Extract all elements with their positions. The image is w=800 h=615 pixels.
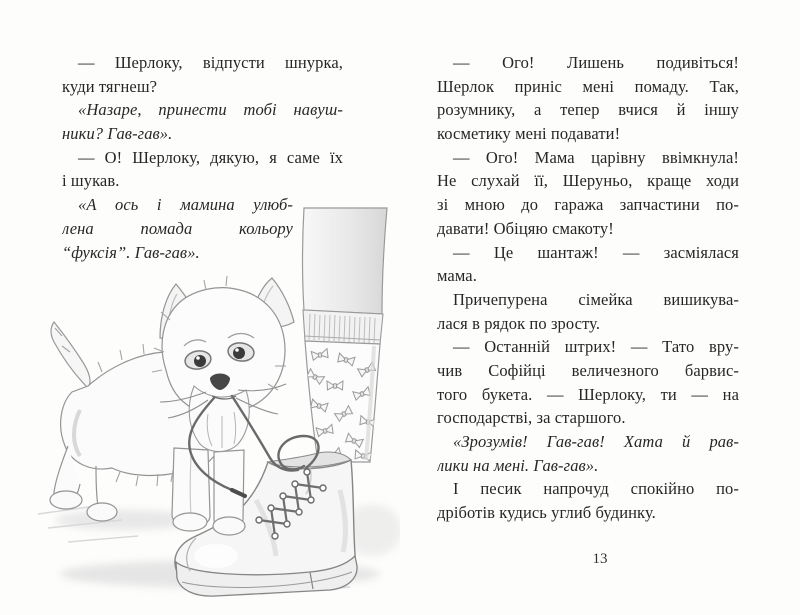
text-line: І песик напрочуд спокійно по-: [453, 479, 739, 499]
page-number: 13: [592, 551, 608, 567]
text-line: лася в рядок по зросту.: [437, 313, 601, 333]
text-line: і шукав.: [62, 171, 120, 191]
text-line: мама.: [437, 266, 477, 286]
text-line: «Назаре, принести тобі навуш-: [78, 100, 343, 120]
text-line: лики на мені. Гав-гав».: [437, 455, 599, 475]
text-line: — Останній штрих! — Тато вру-: [453, 337, 739, 357]
text-line: — Це шантаж! — засміялася: [453, 242, 739, 262]
text-line: «Зрозумів! Гав-гав! Хата й рав-: [453, 432, 739, 451]
text-line: Не слухай її, Шеруньо, краще ходи: [437, 171, 739, 191]
text-line: — Ого! Лишень подивіться!: [453, 53, 739, 72]
text-line: “фуксія”. Гав-гав».: [62, 242, 200, 262]
text-line: чив Софійці величезного барвис-: [437, 360, 739, 380]
text-line: косметику мені подавати!: [437, 124, 621, 144]
text-line: — Ого! Мама царівну ввімкнула!: [453, 147, 739, 167]
illustration-dog-pulling-shoelace: [10, 200, 400, 610]
text-line: розумнику, а тепер вчися й іншу: [437, 100, 739, 120]
text-line: того букета. — Шерлоку, ти — на: [437, 384, 739, 404]
text-line: Причепурена сімейка вишикува-: [453, 289, 739, 309]
text-line: — О! Шерлоку, дякую, я саме їх: [78, 147, 343, 167]
text-line: куди тягнеш?: [62, 76, 158, 96]
text-line: дріботів кудись углиб будинку.: [437, 503, 656, 523]
text-line: зі мною до гаража запчастини по-: [437, 195, 739, 215]
leg-with-bow-sock: [303, 208, 388, 462]
text-line: господарстві, за старшого.: [437, 408, 626, 428]
text-line: Шерлок приніс мені помаду. Так,: [437, 76, 739, 96]
text-line: давати! Обіцяю смакоту!: [437, 218, 614, 238]
text-line: — Шерлоку, відпусти шнурка,: [78, 53, 343, 72]
right-page-text: [437, 51, 739, 525]
text-line: ники? Гав-гав».: [62, 124, 173, 144]
text-line: лена помада кольору: [62, 218, 293, 238]
text-line: «А ось і мамина улюб-: [78, 195, 293, 215]
